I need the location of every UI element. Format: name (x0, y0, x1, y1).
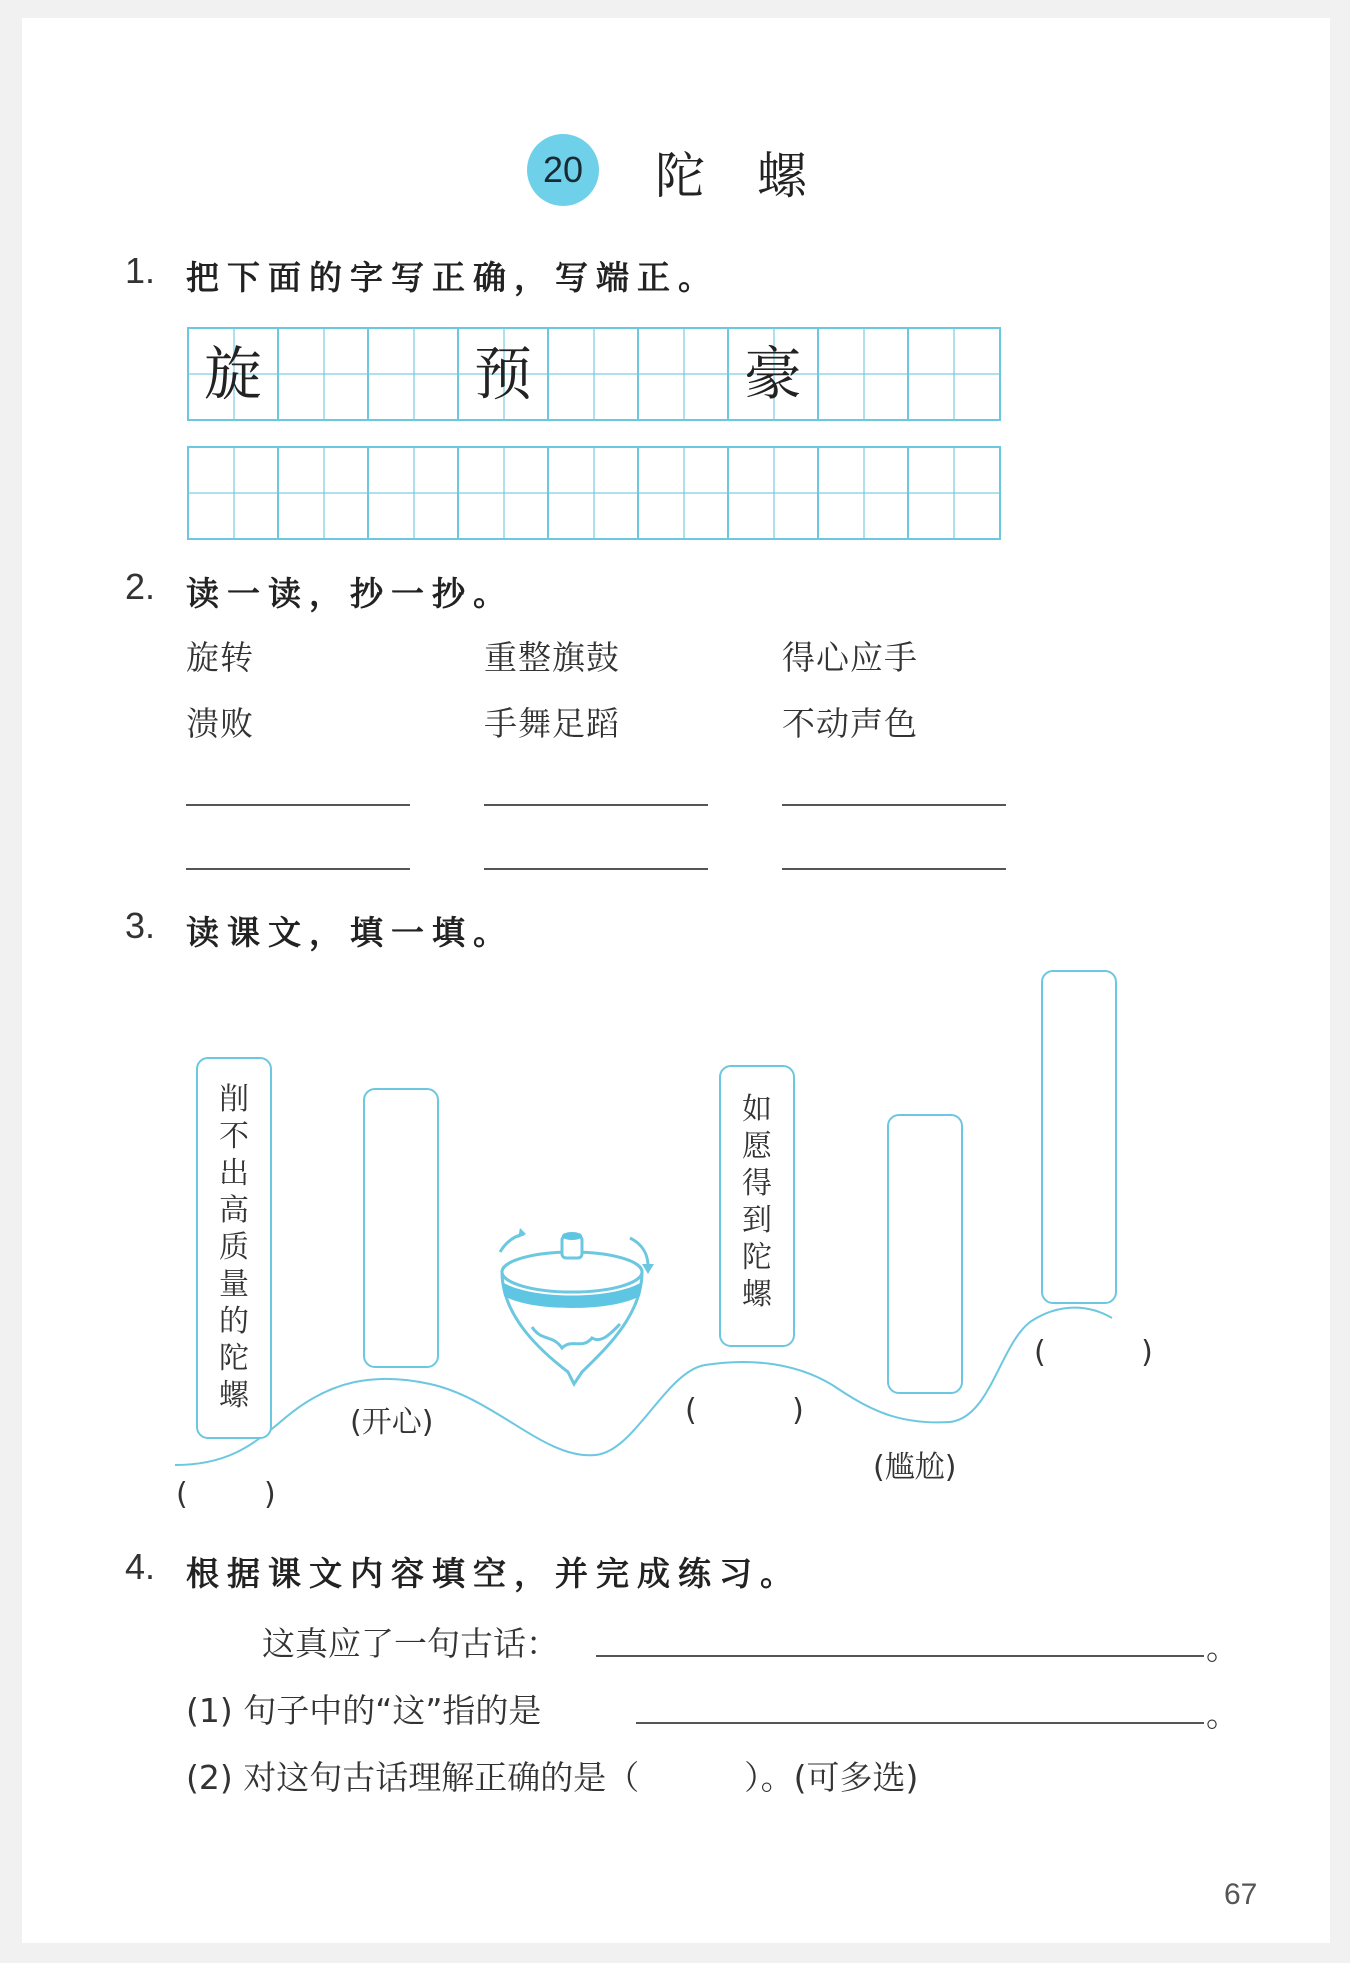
mood-curve-line (175, 1308, 1112, 1465)
model-character: 豪 (743, 340, 802, 408)
stage-box-3-text: 如愿得到陀螺 (742, 1092, 772, 1312)
model-character: 旋 (203, 340, 262, 408)
answer-box-5[interactable] (1041, 970, 1117, 1304)
proverb-prompt: 这真应了一句古话： (262, 1624, 559, 1663)
period: 。 (1206, 1695, 1239, 1734)
feeling-blank-5[interactable]: ( ) (1034, 1335, 1153, 1370)
feeling-label-embarrassed: (尴尬) (873, 1450, 957, 1485)
word-item: 手舞足蹈 (484, 704, 620, 743)
q1-title: 把下面的字写正确，写端正。 (186, 258, 719, 297)
q2-title: 读一读，抄一抄。 (186, 574, 514, 613)
word-item: 溃败 (186, 704, 254, 743)
page-number: 67 (1224, 1878, 1258, 1911)
lesson-number-badge: 20 (527, 134, 599, 206)
word-item: 不动声色 (782, 704, 918, 743)
stage-box-1 (196, 1057, 272, 1439)
q3-title: 读课文，填一填。 (186, 913, 514, 952)
q3-number: 3. (125, 905, 156, 946)
spinning-top-icon (500, 1228, 654, 1384)
word-item: 旋转 (186, 638, 254, 677)
answer-box-4[interactable] (887, 1114, 963, 1394)
word-item: 重整旗鼓 (484, 638, 620, 677)
q4-number: 4. (125, 1546, 156, 1587)
period: 。 (1206, 1628, 1239, 1667)
stage-box-1-text: 削不出高质量的陀螺 (219, 1082, 249, 1413)
question-2-text: (2) 对这句古话理解正确的是（ ）。(可多选) (186, 1758, 919, 1797)
feeling-label-happy: (开心) (350, 1405, 434, 1440)
answer-box-2[interactable] (363, 1088, 439, 1368)
question-1-text: (1) 句子中的“这”指的是 (186, 1691, 542, 1730)
word-item: 得心应手 (782, 638, 918, 677)
lesson-title: 陀螺 (655, 147, 859, 205)
stage-box-3 (719, 1065, 795, 1347)
q2-number: 2. (125, 566, 156, 607)
feeling-blank-3[interactable]: ( ) (685, 1393, 804, 1428)
q4-title: 根据课文内容填空，并完成练习。 (186, 1554, 801, 1593)
feeling-blank-1[interactable]: ( ) (176, 1477, 276, 1512)
model-character: 预 (473, 340, 532, 408)
proverb-blank[interactable] (596, 1655, 1204, 1657)
q1-number: 1. (125, 250, 156, 291)
question-1-blank[interactable] (636, 1722, 1204, 1724)
